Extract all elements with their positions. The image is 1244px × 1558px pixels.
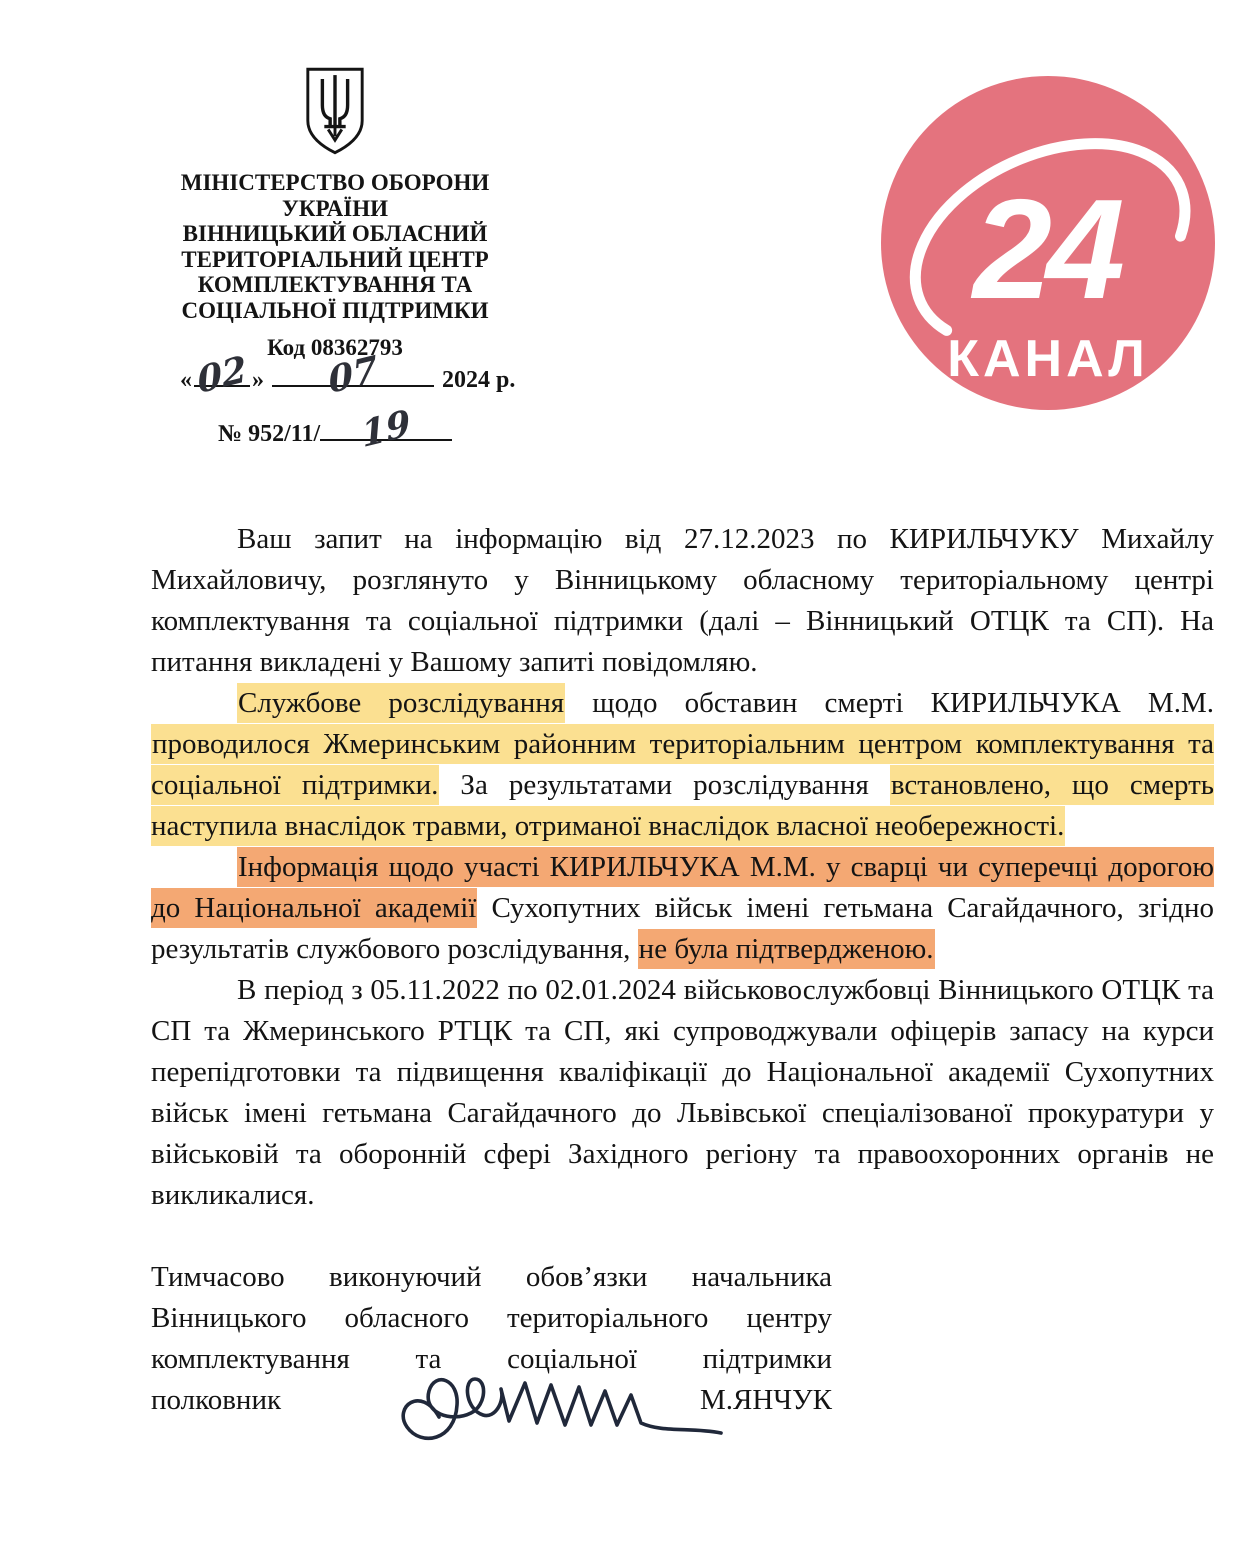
date-year: 2024 р. <box>442 367 516 393</box>
paragraph <box>151 847 1214 970</box>
highlighted-text: встановлено, що смерть наступила внаслідок травми, отриманої внаслідок власної необережності. <box>151 765 1214 846</box>
signature-lines <box>151 1257 832 1380</box>
org-name-line: ТЕРИТОРІАЛЬНИЙ ЦЕНТР <box>181 246 489 272</box>
paragraph <box>151 683 1214 847</box>
document-number-line <box>148 401 522 457</box>
letterhead <box>148 66 522 457</box>
highlighted-text: не була підтвердженою. <box>638 929 935 969</box>
org-name-line: СОЦІАЛЬНОЇ ПІДТРИМКИ <box>181 297 489 323</box>
text-segment: За результатами розслідування <box>439 769 890 801</box>
text-segment: щодо обставин смерті КИРИЛЬЧУКА М.М. <box>565 687 1214 719</box>
signature-block <box>151 1257 832 1421</box>
org-name-lines <box>148 170 522 323</box>
channel-24-logo-svg <box>881 76 1215 410</box>
text-segment: Сухопутних військ імені гетьмана Сагайдачного, згідно результатів службового розслідування, <box>151 892 1214 965</box>
paragraph <box>151 519 1214 683</box>
signer-name: М.ЯНЧУК <box>699 1384 832 1416</box>
signature-line: комплектування та соціальної підтримки <box>151 1343 832 1375</box>
open-quote: « <box>180 367 192 393</box>
text-segment: Ваш запит на інформацію від 27.12.2023 по КИРИЛЬЧУКУ Михайлу Михайловичу, розглянуто у Вінницькому обласному територіальному центрі комплектування та соціальної підтримки (далі – Вінницький ОТЦК та СП). На питання викладені у Вашому запиті повідомляю. <box>151 523 1214 678</box>
close-quote: » <box>252 367 264 393</box>
highlighted-text: Інформація щодо участі КИРИЛЬЧУКА М.М. у сварці чи суперечці дорогою до Національної академії <box>151 847 1214 928</box>
org-name-line: КОМПЛЕКТУВАННЯ ТА <box>197 272 473 297</box>
document-number-prefix: № 952/11/ <box>218 421 321 447</box>
logo-caption: КАНАЛ <box>947 330 1149 388</box>
highlighted-text: проводилося Жмеринським районним територіальним центром комплектування та соціальної підтримки. <box>151 724 1214 805</box>
signer-rank: полковник <box>151 1384 282 1416</box>
handwritten-day: 02 <box>195 347 249 403</box>
channel-24-logo-icon <box>881 76 1215 410</box>
ukraine-trident-emblem-icon <box>302 66 368 156</box>
highlighted-text: Службове розслідування <box>237 683 565 723</box>
body-paragraphs <box>151 519 1214 1216</box>
org-code: Код 08362793 <box>267 335 403 360</box>
logo-number: 24 <box>973 170 1119 329</box>
signature-line: Вінницького обласного територіального центру <box>151 1302 832 1334</box>
signature-line: Тимчасово виконуючий обов’язки начальника <box>151 1261 832 1293</box>
signature-last-row <box>151 1380 832 1421</box>
org-name-line: УКРАЇНИ <box>281 195 388 221</box>
text-segment: В період з 05.11.2022 по 02.01.2024 військовослужбовці Вінницького ОТЦК та СП та Жмеринського РТЦК та СП, які супроводжували офіцерів запасу на курси перепідготовки та підвищення кваліфікації до Національної академії Сухопутних військ імені гетьмана Сагайдачного до Львівської спеціалізованої прокуратури у військовій та оборонній сфері Західного регіону та правоохоронних органів не викликалися. <box>151 974 1214 1211</box>
handwritten-number: 19 <box>359 401 413 457</box>
org-name-line: ВІННИЦЬКИЙ ОБЛАСНИЙ <box>182 221 488 246</box>
paragraph <box>151 970 1214 1216</box>
date-day-blank <box>194 347 250 403</box>
number-blank <box>320 401 452 457</box>
handwritten-month: 07 <box>326 347 380 403</box>
org-name-line: МІНІСТЕРСТВО ОБОРОНИ <box>180 170 490 195</box>
